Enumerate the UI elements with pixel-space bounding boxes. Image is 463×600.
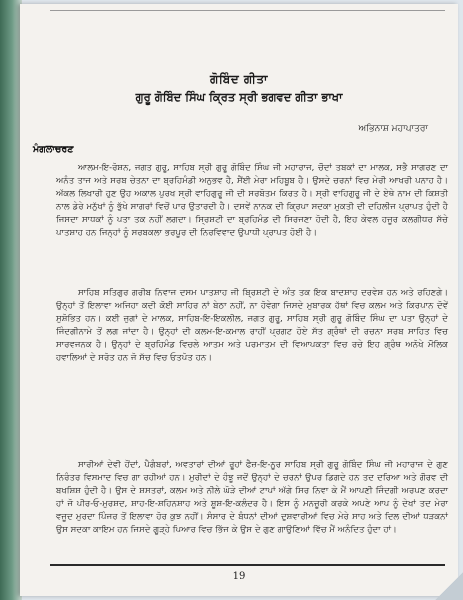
book-title: ਗੋਬਿੰਦ ਗੀਤਾ [210,72,268,86]
author-name: ਅਭਿਨਾਸ਼ ਮਹਾਪਾਤਰਾ [358,124,428,134]
book-spine [0,0,22,600]
paragraph-1: ਆਲਮ-ਇ-ਰੋਸ਼ਨ, ਜਗਤ ਗੁਰੂ, ਸਾਹਿਬ ਸ੍ਰੀ ਗੁਰੂ ਗੋਬਿੰਦ ਸਿੰਘ ਜੀ ਮਹਾਰਾਜ, ਚੌਦਾਂ ਤਬਕਾਂ ਦਾ ਮਾਲਕ, ਸਭੈ ਸਾਗਰਣ ਦਾ ਅਨੰਤ ਤਾਜ ਅਤੇ ਸਰਬ ਚੇਤਨਾ ਦਾ ਬ੍ਰਹਿਮੰਡੀ ਅਨੁਭਵ ਹੈ, ਸੈਂਈ ਮੇਰਾ ਮਹਿਬੂਬ ਹੈ। ਉਸਦੇ ਚਰਨਾਂ ਵਿਚ ਮੇਰੀ ਆਖਰੀ ਪਨਾਹ ਹੈ। ਅੱਕਲ ਲਿਖਾਰੀ ਹੁਣ ਉਹ ਅਕਾਲ ਪੁਰਖ ਸ੍ਰੀ ਵਾਹਿਗੁਰੂ ਜੀ ਦੀ ਸਰਬੋਤਮ ਕਿਰਤ ਹੈ। ਸ੍ਰੀ ਵਾਹਿਗੁਰੂ ਜੀ ਦੇ ਏਥੇ ਨਾਮ ਦੀ ਕਿਸ਼ਤੀ ਨਾਲ ਡੇਰੇ ਮਨੁੱਖਾਂ ਨੂੰ ਭੁੱਖੇ ਸਾਗਰਾਂ ਵਿਚੋਂ ਪਾਰ ਉਤਾਰਦੀ ਹੈ। ਦਸਵੇਂ ਨਾਨਕ ਦੀ ਕ੍ਰਿਪਾ ਸਦਕਾ ਮੁਕਤੀ ਦੀ ਦਹਿਲੀਜ ਪ੍ਰਾਪਤ ਹੁੰਦੀ ਹੈ ਜਿਸਦਾ ਸਾਧਕਾਂ ਨੂੰ ਪਤਾ ਤਕ ਨਹੀਂ ਲਗਦਾ। ਸ੍ਰਿਸ਼ਟੀ ਦਾ ਬ੍ਰਹਿਮੰਡ ਦੀ ਸਿਰਜਣਾ ਹੋਦੀ ਹੈ, ਇਹ ਕੇਵਲ ਹਜੂਰ ਕਲਗੀਧਰ ਸੱਚੇ ਪਾਤਸ਼ਾਹ ਹਨ ਜਿਨ੍ਹਾਂ ਨੂੰ ਸਰਬਕਲਾ ਭਰਪੂਰ ਦੀ ਨਿਰਵਿਵਾਦ ਉਪਾਧੀ ਪ੍ਰਾਪਤ ਹੋਈ ਹੈ। [56,163,448,239]
page-number: 19 [232,571,246,582]
paragraph-2: ਸਾਹਿਬ ਸਤਿਗੁਰ ਗਰੀਬ ਨਿਵਾਜ ਦਸਮ ਪਾਤਸ਼ਾਹ ਜੀ ਬ੍ਰਿਸ਼ਟੀ ਦੇ ਅੰਤ ਤਕ ਇਕ ਬਾਦਸ਼ਾਹ ਦਰਵੇਸ਼ ਹਨ ਅਤੇ ਰਹਿਣਗੇ। ਉਨ੍ਹਾਂ ਤੋਂ ਇਲਾਵਾ ਅਜਿਹਾ ਕਦੀ ਕੋਈ ਸਾਹਿਰ ਨਾਂ ਬੇਠਾ ਨਹੀਂ, ਨਾ ਹੋਵੇਗਾ ਜਿਸਦੇ ਮੁਬਾਰਕ ਹੱਥਾਂ ਵਿਚ ਕਲਮ ਅਤੇ ਕਿਰਪਾਨ ਦੋਵੇਂ ਸੁਸ਼ੋਭਿਤ ਹਨ। ਕਈ ਜੁਗਾਂ ਦੇ ਮਾਲਕ, ਸਾਹਿਬ-ਇ-ਇਕਲੀਲ, ਜਗਤ ਗੁਰੂ, ਸਾਹਿਬ ਸ੍ਰੀ ਗੁਰੂ ਗੋਬਿੰਦ ਸਿੰਘ ਦਾ ਪਤਾ ਉਨ੍ਹਾਂ ਦੇ ਜਿੰਦਗੀਨਾਮੇ ਤੋਂ ਲਗ ਜਾਂਦਾ ਹੈ। ਉਨ੍ਹਾਂ ਦੀ ਕਲਮ-ਇ-ਕਮਾਲ ਰਾਹੀਂ ਪ੍ਰਗਟ ਹੋਏ ਸੱਤ ਗ੍ਰੰਥਾਂ ਦੀ ਰਚਨਾ ਸਰਬ ਸਾਹਿਤ ਵਿਚ ਸਾਰਵਜਨਕ ਹੈ। ਉਨ੍ਹਾਂ ਦੇ ਬ੍ਰਹਿਮੰਡ ਵਿਚਲੇ ਆਤਮ ਅਤੇ ਪਰਮਾਤਮ ਦੀ ਵਿਆਪਕਤਾ ਵਿਚ ਰਚੇ ਇਹ ਗ੍ਰੰਥ ਅਨੋਖੇ ਮੌਲਿਕ ਹਵਾਲਿਆਂ ਦੇ ਸਰੋਤ ਹਨ ਜੋ ਸੱਚ ਵਿਚ ਓਤਪੋਤ ਹਨ। [56,288,448,364]
page-corner [433,560,463,600]
top-rule [50,10,445,11]
book-subtitle: ਗੁਰੂ ਗੋਬਿੰਦ ਸਿੰਘ ਕ੍ਰਿਤ ਸ੍ਰੀ ਭਗਵਦ ਗੀਤਾ ਭਾਖਾ [135,90,343,104]
book-page [20,4,458,596]
section-heading: ਮੰਗਲਾਚਰਣ [33,144,74,155]
bottom-rule [50,564,445,566]
paragraph-3: ਸਾਰੀਆਂ ਦੇਵੀ ਹੋਂਦਾਂ, ਪੈਗੰਬਰਾਂ, ਅਵਤਾਰਾਂ ਦੀਆਂ ਰੂਹਾਂ ਫੈਜ਼-ਇ-ਨੂਰ ਸਾਹਿਬ ਸ੍ਰੀ ਗੁਰੂ ਗੋਬਿੰਦ ਸਿੰਘ ਜੀ ਮਹਾਰਾਜ ਦੇ ਗੁਣ ਨਿਰੰਤਰ ਵਿਸਮਾਦ ਵਿਚ ਗਾ ਰਹੀਆਂ ਹਨ। ਮੁਰੀਦਾਂ ਦੇ ਹੰਝੂ ਜਦੋਂ ਉਨ੍ਹਾਂ ਦੇ ਚਰਨਾਂ ਉਪਰ ਡਿਗਦੇ ਹਨ ਤਦ ਦਰਿਆ ਅਤੇ ਗੌਰਵ ਦੀ ਬਖਸ਼ਿਸ਼ ਹੁੰਦੀ ਹੈ। ਉਸ ਦੇ ਸ਼ਸਤਰਾਂ, ਕਲਮ ਅਤੇ ਨੀਲੇ ਘੋੜੇ ਦੀਆਂ ਟਾਪਾਂ ਅੱਗੇ ਸਿਰ ਨਿਵਾ ਕੇ ਮੈਂ ਆਪਣੀ ਜਿੰਦਗੀ ਅਰਪਣ ਕਰਦਾ ਹਾਂ ਜੋ ਪੀਰ-ਓ-ਮੁਰਸ਼ਦ, ਸ਼ਾਹ-ਇ-ਸ਼ਹਿਨਸ਼ਾਹ ਅਤੇ ਸ਼ੂਸ਼-ਇ-ਕਲੰਦਰ ਹੈ। ਇਸ ਨੂੰ ਮਨਜ਼ੂਰੀ ਕਰਕੇ ਅਪਣੇ ਆਪ ਨੂੰ ਦੇਖਾਂ ਤਦ ਮੇਰਾ ਵਜੂਦ ਮੁਰਦਾ ਪਿੰਜਰ ਤੋਂ ਇਲਾਵਾ ਹੋਰ ਕੁਝ ਨਹੀਂ। ਸੰਸਾਰ ਦੇ ਬੰਧਨਾਂ ਦੀਆਂ ਦੁਸ਼ਵਾਰੀਆਂ ਵਿਚ ਮੇਰੇ ਸਾਹ ਅਤੇ ਦਿਲ ਦੀਆਂ ਧੜਕਨਾਂ ਉਸ ਸਦਕਾ ਕਾਇਮ ਹਨ ਜਿਸਦੇ ਗੂੜ੍ਹੇ ਪਿਆਰ ਵਿਚ ਭਿੱਜ ਕੇ ਉਸ ਦੇ ਗੁਣ ਗਾਉਣਿਆਂ ਵਿੱਚ ਮੈਂ ਅਨੰਦਿਤ ਹੁੰਦਾ ਹਾਂ। [56,460,448,536]
